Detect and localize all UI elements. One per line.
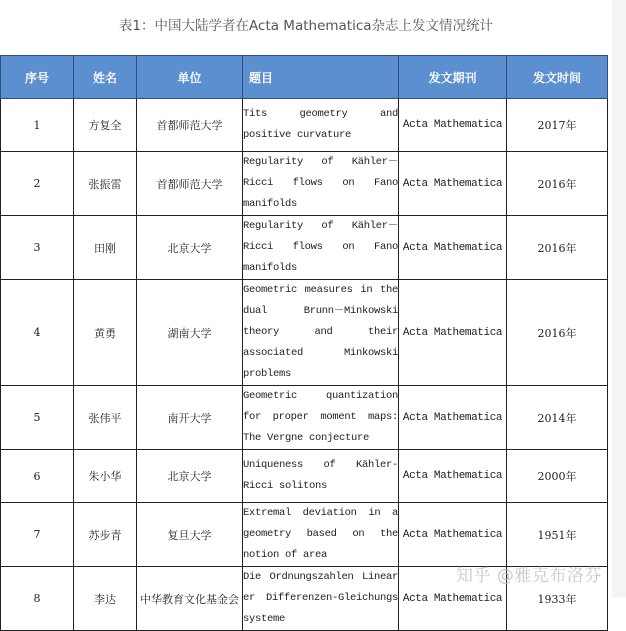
cell-affiliation: 南开大学: [137, 386, 243, 450]
cell-affiliation: 首都师范大学: [137, 99, 243, 152]
cell-name: 张伟平: [74, 386, 137, 450]
header-index: 序号: [1, 56, 74, 99]
cell-journal: Acta Mathematica: [399, 567, 507, 631]
cell-journal: Acta Mathematica: [399, 216, 507, 280]
cell-index: 6: [1, 450, 74, 503]
table-row: [1, 152, 608, 216]
cell-year: 2016年: [507, 216, 608, 280]
table-row: [1, 216, 608, 280]
cell-year: 1933年: [507, 567, 608, 631]
cell-journal: Acta Mathematica: [399, 280, 507, 386]
cell-journal: Acta Mathematica: [399, 152, 507, 216]
cell-title: Regularity of Kähler－Ricci flows on Fano manifolds: [243, 152, 399, 216]
cell-journal: Acta Mathematica: [399, 450, 507, 503]
cell-title: Extremal deviation in a geometry based on the notion of area: [243, 503, 399, 567]
cell-year: 2014年: [507, 386, 608, 450]
cell-year: 2000年: [507, 450, 608, 503]
cell-title: Tits geometry and positive curvature: [243, 99, 399, 152]
table-row: [1, 450, 608, 503]
publication-table: [0, 55, 608, 631]
cell-index: 7: [1, 503, 74, 567]
header-title: 题目: [243, 56, 399, 99]
cell-affiliation: 北京大学: [137, 450, 243, 503]
cell-name: 苏步青: [74, 503, 137, 567]
cell-index: 5: [1, 386, 74, 450]
cell-index: 2: [1, 152, 74, 216]
cell-title: Die Ordnungszahlen Linearer Differenzen-Gleichungssysteme: [243, 567, 399, 631]
table-row: [1, 386, 608, 450]
table-caption: 表1：中国大陆学者在Acta Mathematica杂志上发文情况统计: [118, 18, 494, 34]
cell-year: 2017年: [507, 99, 608, 152]
cell-name: 张振雷: [74, 152, 137, 216]
cell-year: 2016年: [507, 280, 608, 386]
cell-journal: Acta Mathematica: [399, 99, 507, 152]
header-name: 姓名: [74, 56, 137, 99]
table-row: [1, 99, 608, 152]
table-row: [1, 503, 608, 567]
cell-title: Geometric quantization for proper moment maps: The Vergne conjecture: [243, 386, 399, 450]
cell-index: 1: [1, 99, 74, 152]
cell-title: Uniqueness of Kähler-Ricci solitons: [243, 450, 399, 503]
cell-affiliation: 北京大学: [137, 216, 243, 280]
cell-journal: Acta Mathematica: [399, 503, 507, 567]
table-header-row: [1, 56, 608, 99]
cell-name: 李达: [74, 567, 137, 631]
cell-affiliation: 湖南大学: [137, 280, 243, 386]
header-affiliation: 单位: [137, 56, 243, 99]
header-year: 发文时间: [507, 56, 608, 99]
cell-index: 4: [1, 280, 74, 386]
watermark-text: 知乎 @雅克布洛芬: [456, 566, 602, 586]
cell-title: Geometric measures in the dual Brunn－Minkowski theory and their associated Minkowski problems: [243, 280, 399, 386]
cell-journal: Acta Mathematica: [399, 386, 507, 450]
cell-affiliation: 首都师范大学: [137, 152, 243, 216]
cell-name: 方复全: [74, 99, 137, 152]
cell-year: 1951年: [507, 503, 608, 567]
cell-affiliation: 中华教育文化基金会: [137, 567, 243, 631]
table-row: [1, 280, 608, 386]
cell-index: 8: [1, 567, 74, 631]
cell-affiliation: 复旦大学: [137, 503, 243, 567]
cell-name: 朱小华: [74, 450, 137, 503]
cell-title: Regularity of Kähler－Ricci flows on Fano manifolds: [243, 216, 399, 280]
page-margin-strip: [612, 0, 626, 597]
cell-index: 3: [1, 216, 74, 280]
header-journal: 发文期刊: [399, 56, 507, 99]
cell-name: 田刚: [74, 216, 137, 280]
cell-name: 黄勇: [74, 280, 137, 386]
cell-year: 2016年: [507, 152, 608, 216]
